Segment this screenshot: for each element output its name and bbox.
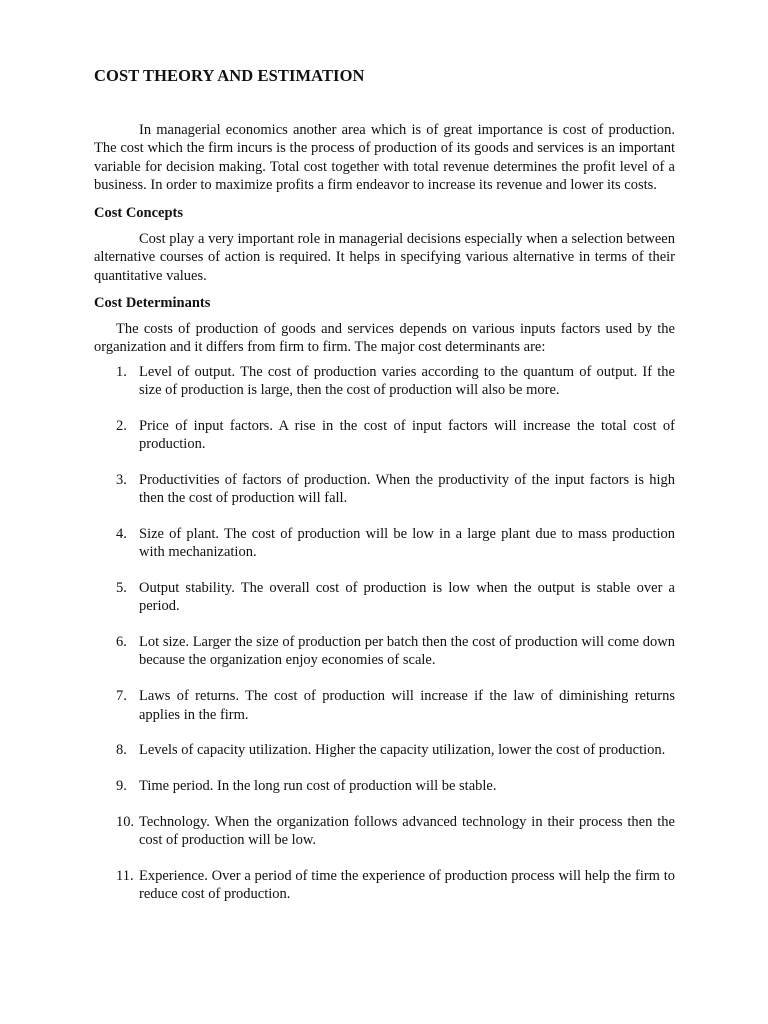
list-item bbox=[94, 867, 675, 904]
list-item bbox=[94, 687, 675, 724]
list-item bbox=[94, 579, 675, 616]
list-item-number: 11. bbox=[116, 868, 134, 885]
list-item-text: Price of input factors. A rise in the cost of input factors will increase the total cost of production. bbox=[139, 417, 675, 453]
list-item bbox=[94, 633, 675, 670]
cost-concepts-paragraph: Cost play a very important role in managerial decisions especially when a selection between alternative courses of action is required. It helps in specifying various alternative in terms of their quantitative values. bbox=[94, 231, 675, 284]
list-item bbox=[94, 741, 675, 759]
list-item-text: Time period. In the long run cost of production will be stable. bbox=[139, 778, 497, 795]
list-item bbox=[94, 525, 675, 562]
list-item-text: Size of plant. The cost of production will be low in a large plant due to mass production with mechanization. bbox=[139, 525, 675, 561]
determinants-list bbox=[94, 363, 675, 904]
document-content bbox=[94, 66, 675, 904]
list-item-number: 2. bbox=[116, 417, 127, 434]
list-item bbox=[94, 471, 675, 508]
list-item bbox=[94, 417, 675, 454]
list-item-text: Technology. When the organization follows advanced technology in their process then the cost of production will be low. bbox=[139, 813, 675, 849]
list-item-text: Productivities of factors of production. When the productivity of the input factors is high then the cost of production will fall. bbox=[139, 471, 675, 507]
intro-paragraph: In managerial economics another area which is of great importance is cost of production. The cost which the firm incurs is the process of production of its goods and services is an important variable for decision making. Total cost together with total revenue determines the profit level of a business. In order to maximize profits a firm endeavor to increase its revenue and lower its costs. bbox=[94, 122, 675, 193]
list-item bbox=[94, 363, 675, 400]
list-item-number: 8. bbox=[116, 742, 127, 759]
list-item-number: 7. bbox=[116, 688, 127, 705]
list-item-number: 3. bbox=[116, 471, 127, 488]
list-item-number: 1. bbox=[116, 363, 127, 380]
list-item-text: Levels of capacity utilization. Higher the capacity utilization, lower the cost of production. bbox=[139, 742, 666, 759]
cost-determinants-paragraph: The costs of production of goods and services depends on various inputs factors used by the organization and it differs from firm to firm. The major cost determinants are: bbox=[94, 321, 675, 356]
list-item-number: 6. bbox=[116, 634, 127, 651]
list-item-number: 10. bbox=[116, 813, 135, 830]
list-item bbox=[94, 777, 675, 795]
list-item-text: Output stability. The overall cost of production is low when the output is stable over a period. bbox=[139, 580, 675, 615]
list-item-text: Laws of returns. The cost of production will increase if the law of diminishing returns applies in the firm. bbox=[139, 688, 675, 723]
cost-determinants-heading: Cost Determinants bbox=[94, 295, 211, 312]
list-item-text: Level of output. The cost of production varies according to the quantum of output. If the size of production is large, then the cost of production will also be more. bbox=[139, 363, 675, 398]
list-item-text: Lot size. Larger the size of production per batch then the cost of production will come down because the organization enjoy economies of scale. bbox=[139, 634, 675, 669]
list-item bbox=[94, 813, 675, 850]
cost-concepts-heading: Cost Concepts bbox=[94, 205, 184, 222]
list-item-text: Experience. Over a period of time the experience of production process will help the firm to reduce cost of production. bbox=[139, 868, 675, 903]
list-item-number: 5. bbox=[116, 580, 127, 597]
list-item-number: 9. bbox=[116, 778, 127, 795]
list-item-number: 4. bbox=[116, 525, 127, 542]
page-title: COST THEORY AND ESTIMATION bbox=[94, 66, 365, 85]
